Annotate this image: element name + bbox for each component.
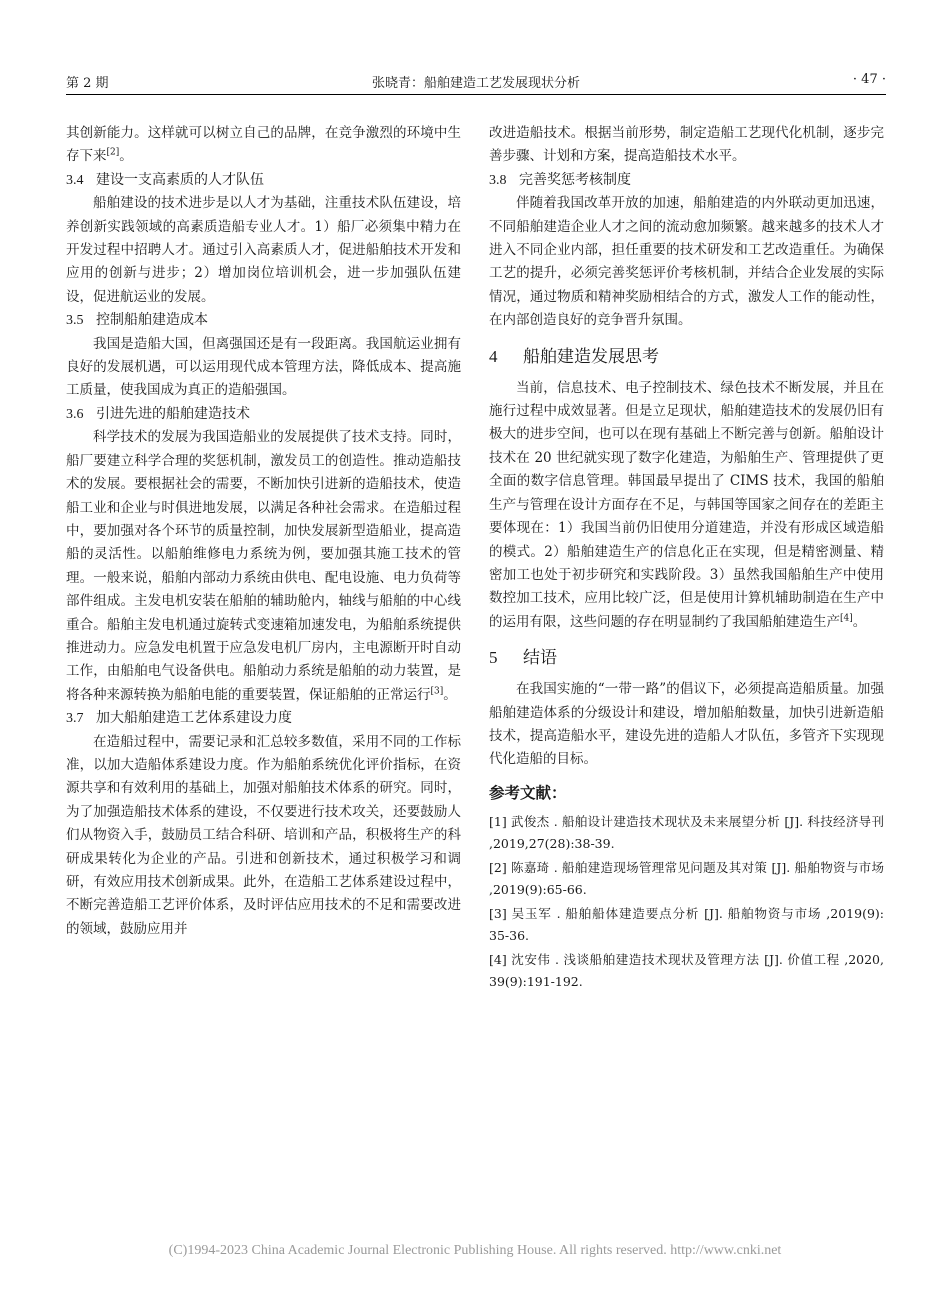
paragraph: 在我国实施的“一带一路”的倡议下，必须提高造船质量。加强船舶建造体系的分级设计和建设，增加船舶数量，加快引进新造船技术，提高造船水平，建设先进的造船人才队伍，多管齐下实现现代化造船的目标。 [489,681,884,768]
reference-item: [4] 沈安伟 . 浅谈船舶建造技术现状及管理方法 [J]. 价值工程 ,2020, 39(9):191-192. [489,952,884,990]
paragraph: 科学技术的发展为我国造船业的发展提供了技术支持。同时，船厂要建立科学合理的奖惩机制，激发员工的创造性。推动造船技术的发展。要根据社会的需要，不断加快引进新的造船技术，使造船工业和企业与时俱进地发展，以满足各种社会需求。在造船过程中，要加强对各个环节的质量控制，加快发展新型造船业，提高造船的灵活性。以船舶维修电力系统为例，要加强其施工技术的管理。一般来说，船舶内部动力系统由供电、配电设施、电力负荷等部件组成。主发电机安装在船舶的辅助舱内，轴线与船舶的中心线重合。船舶主发电机通过旋转式变速箱加速发电，为船舶系统提供推进动力。应急发电机置于应急发电机厂房内，主电源断开时自动工作，由船舶电气设备供电。船舶动力系统是船舶的动力装置，是将各种来源转换为船舶电能的重要装置，保证船舶的正常运行[3]。 [66,429,461,703]
running-header [66,68,886,95]
running-title: 张晓青：船舶建造工艺发展现状分析 [371,76,580,91]
section-heading-4: 4 船舶建造发展思考 [489,346,659,367]
reference-item: [1] 武俊杰 . 船舶设计建造技术现状及未来展望分析 [J]. 科技经济导刊 ,2019,27(28):38-39. [489,814,884,852]
section-heading-3-8: 3.8 完善奖惩考核制度 [489,171,631,188]
section-heading-3-5: 3.5 控制船舶建造成本 [66,312,208,329]
section-heading-3-4: 3.4 建设一支高素质的人才队伍 [66,171,264,188]
section-heading-5: 5 结语 [489,648,557,669]
paragraph: 改进造船技术。根据当前形势，制定造船工艺现代化机制，逐步完善步骤、计划和方案，提高造船技术水平。 [489,125,884,165]
page-number: · 47 · [852,72,886,87]
citation: [3] [430,686,444,697]
reference-item: [3] 吴玉军 . 船舶船体建造要点分析 [J]. 船舶物资与市场 ,2019(9): 35-36. [489,906,884,944]
issue-number: 第 2 期 [66,76,109,91]
section-heading-3-7: 3.7 加大船舶建造工艺体系建设力度 [66,710,292,727]
citation: [2] [106,147,120,158]
section-heading-3-6: 3.6 引进先进的船舶建造技术 [66,405,250,422]
right-column [489,122,884,995]
paragraph: 在造船过程中，需要记录和汇总较多数值，采用不同的工作标准，以加大造船体系建设力度。作为船舶系统优化评价指标，在资源共享和有效利用的基础上，加强对船舶技术体系的研究。同时，为了加强造船技术体系的建设，不仅要进行技术攻关，还要鼓励人们从物资入手，鼓励员工结合科研、培训和产品，积极将生产的科研成果转化为企业的产品。引进和创新技术，通过积极学习和调研，有效应用技术创新成果。此外，在造船工艺体系建设过程中，不断完善造船工艺评价体系，及时评估应用技术的不足和需要改进的领域，鼓励应用并 [66,733,461,937]
paragraph: 当前，信息技术、电子控制技术、绿色技术不断发展，并且在施行过程中成效显著。但是立足现状，船舶建造技术的发展仍旧有极大的进步空间，也可以在现有基础上不断完善与创新。船舶设计技术在 20 世纪就实现了数字化建造，为船舶生产、管理提供了更全面的数字信息管理。韩国最早提出了 CIMS 技术，我国的船舶生产与管理在设计方面存在不足，与韩国等国家之间存在的差距主要体现在：1）我国当前仍旧使用分道建造，并没有形成区域造船的模式。2）船舶建造生产的信息化正在实现，但是精密测量、精密加工也处于初步研究和实践阶段。3）虽然我国船舶生产中使用数控加工技术，应用比较广泛，但是使用计算机辅助制造在生产中的运用有限，这些问题的存在明显制约了我国船舶建造生产[4]。 [489,379,884,630]
reference-item: [2] 陈嘉琦 . 船舶建造现场管理常见问题及其对策 [J]. 船舶物资与市场 ,2019(9):65-66. [489,860,884,898]
left-column [66,122,461,941]
copyright-footer: (C)1994-2023 China Academic Journal Electronic Publishing House. All rights reserved. http://www.cnki.net [168,1243,782,1258]
paragraph: 伴随着我国改革开放的加速，船舶建造的内外联动更加迅速，不同船舶建造企业人才之间的流动愈加频繁。越来越多的技术人才进入不同企业内部，担任重要的技术研发和工艺改造重任。为确保工艺的提升，必须完善奖惩评价考核机制，并结合企业发展的实际情况，通过物质和精神奖励相结合的方式，激发人工作的能动性，在内部创造良好的竞争晋升氛围。 [489,195,884,329]
paragraph: 船舶建设的技术进步是以人才为基础，注重技术队伍建设，培养创新实践领域的高素质造船专业人才。1）船厂必须集中精力在开发过程中招聘人才。通过引入高素质人才，促进船舶技术开发和应用的创新与进步；2）增加岗位培训机会，进一步加强队伍建设，促进航运业的发展。 [66,195,461,305]
paragraph: 其创新能力。这样就可以树立自己的品牌，在竞争激烈的环境中生存下来[2]。 [66,125,461,165]
paragraph: 我国是造船大国，但离强国还是有一段距离。我国航运业拥有良好的发展机遇，可以运用现代成本管理方法，降低成本、提高施工质量，使我国成为真正的造船强国。 [66,335,461,399]
citation: [4] [840,613,853,624]
references-heading: 参考文献： [489,783,567,802]
